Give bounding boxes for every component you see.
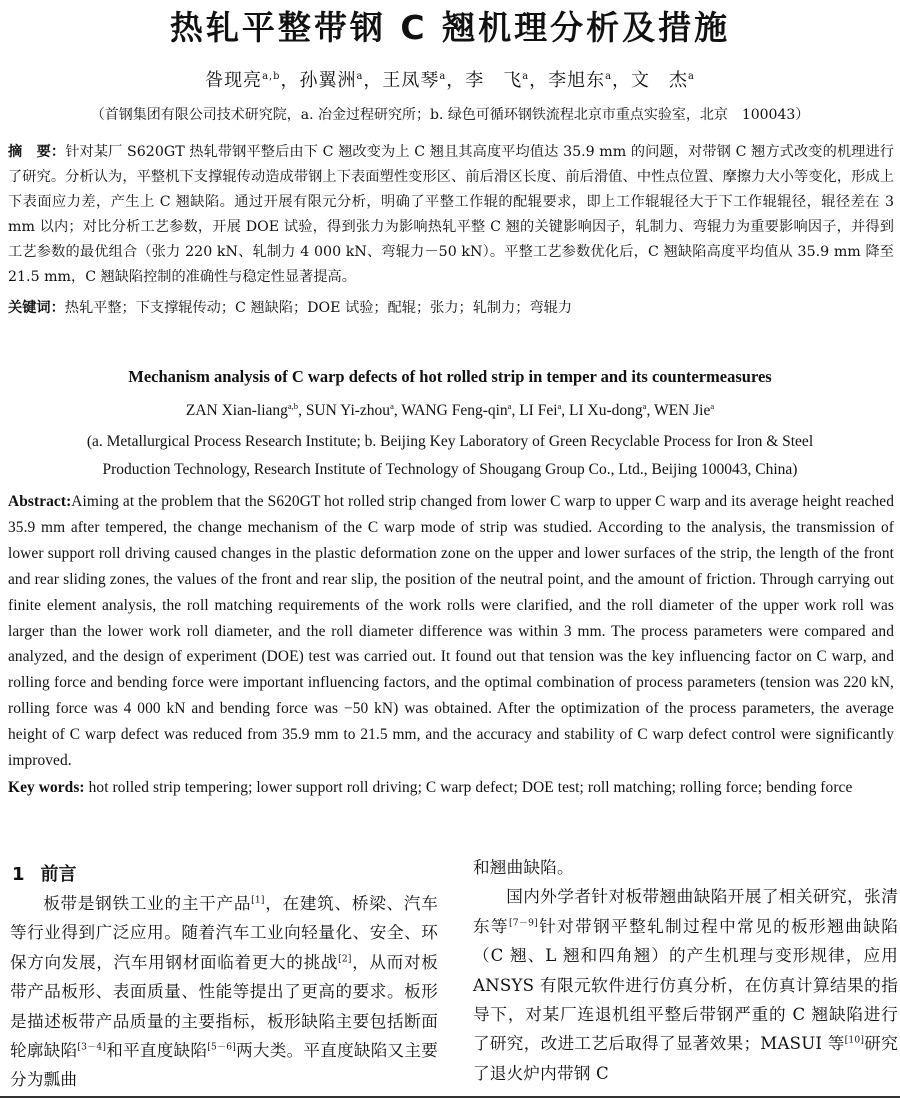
section-heading xyxy=(12,860,77,886)
body-text: 和平直度缺陷 xyxy=(106,1041,208,1061)
author-name: 李旭东 xyxy=(548,70,606,91)
author-name: 王凤琴 xyxy=(382,70,440,91)
author-name: 李 飞 xyxy=(465,70,523,91)
abstract-cn-label: 摘 要： xyxy=(8,144,66,160)
author-affiliation-mark: a xyxy=(642,400,647,411)
keywords-cn-text: 热轧平整；下支撑辊传动；C 翘缺陷；DOE 试验；配辊；张力；轧制力；弯辊力 xyxy=(64,300,573,316)
section-number: 1 xyxy=(12,864,25,885)
author-name: ZAN Xian-liang xyxy=(185,402,288,419)
author-affiliation-mark: a xyxy=(557,400,562,411)
author-affiliation-mark: a xyxy=(710,400,715,411)
abstract-en-label: Abstract: xyxy=(8,493,72,510)
abstract-en-text: Aiming at the problem that the S620GT hot rolled strip changed from lower C warp to upper C warp and its average height reached 35.9 mm after tempered, the change mechanism of the C warp mode of strip was studied. According to the analysis, the transmission of lower support roll driving caused changes in the plastic deformation zone on the upper and lower surfaces of the strip, the length of the front and rear sliding zones, the values of the front and rear slip, the position of the neutral point, and the amount of friction. Through carrying out finite element analysis, the roll matching requirements of the work rolls were clarified, and the roll diameter of the upper work roll was larger than the lower work roll diameter, and the roll diameter difference was within 3 mm. The process parameters were compared and analyzed, and the design of experiment (DOE) test was carried out. It found out that tension was the key influencing factor on C warp, and rolling force and bending force were important influencing factors, and the optimal combination of process parameters (tension was 220 kN, rolling force was 4 000 kN and bending force was −50 kN) was obtained. After the optimization of the process parameters, the average height of C warp defect was reduced from 35.9 mm to 21.5 mm, and the accuracy and stability of C warp defect control were significantly improved. xyxy=(8,493,894,770)
body-paragraph xyxy=(473,882,898,1088)
affiliation-en-line2: Production Technology, Research Institute of Technology of Shougang Group Co., Ltd., Beijing 100043, China) xyxy=(102,461,798,478)
author-affiliation-mark: a xyxy=(507,400,512,411)
body-column-left xyxy=(10,889,438,1095)
citation-ref: [2] xyxy=(338,954,352,965)
keywords-cn xyxy=(8,296,894,321)
author-list-cn: 昝现亮$^{a,b}$，孙翼洲$^a$，王凤琴$^a$，李 飞$^a$，李旭东$^a$，文 杰$^a$ xyxy=(205,70,695,91)
author-name: WEN Jie xyxy=(653,402,711,419)
keywords-en-label: Key words: xyxy=(8,779,85,796)
body-text: ，在建筑、桥梁、汽车等行业得到广泛应用。随着汽车工业向轻量化、安全、环保方向发展，汽车用钢材面临着更大的挑战 xyxy=(10,894,438,972)
body-column-right xyxy=(473,853,898,1088)
keywords-en-text: hot rolled strip tempering; lower support roll driving; C warp defect; DOE test; roll matching; rolling force; bending force xyxy=(88,779,853,796)
paper-title-en: Mechanism analysis of C warp defects of hot rolled strip in temper and its countermeasures xyxy=(128,367,772,386)
author-name: 文 杰 xyxy=(631,70,689,91)
affiliation-cn: （首钢集团有限公司技术研究院，a. 冶金过程研究所；b. 绿色可循环钢铁流程北京市重点实验室，北京 100043） xyxy=(90,107,810,123)
citation-ref: [1] xyxy=(251,895,265,906)
author-affiliation-mark: a xyxy=(390,400,394,411)
keywords-en xyxy=(8,775,894,801)
author-affiliation-mark: a xyxy=(522,71,530,82)
author-list-en: ZAN Xian-liang$^{a,b}$, SUN Yi-zhou$^a$, WANG Feng-qin$^a$, LI Fei$^a$, LI Xu-dong$^a$, WEN Jie$^a$ xyxy=(185,400,715,419)
affiliation-en xyxy=(0,428,900,484)
author-affiliation-mark: a xyxy=(605,71,613,82)
keywords-cn-label: 关键词： xyxy=(8,300,65,316)
abstract-cn xyxy=(8,140,894,290)
author-name: SUN Yi-zhou xyxy=(305,402,391,419)
body-text: 针对带钢平整轧制过程中常见的板形翘曲缺陷（C 翘、L 翘和四角翘）的产生机理与变形规律，应用 ANSYS 有限元软件进行仿真分析，在仿真计算结果的指导下，对某厂连退机组平整后带钢严重的 C 翘缺陷进行了研究，改进工艺后取得了显著效果；MASUI 等 xyxy=(473,916,898,1054)
body-text: 研究了退火炉内带钢 C xyxy=(473,1034,898,1083)
author-affiliation-mark: a,b xyxy=(262,71,281,82)
section-title: 前言 xyxy=(40,864,77,885)
citation-ref: [3－4] xyxy=(77,1042,107,1053)
author-affiliation-mark: a xyxy=(356,71,364,82)
citation-ref: [10] xyxy=(844,1035,865,1046)
author-name: WANG Feng-qin xyxy=(401,402,508,419)
author-affiliation-mark: a xyxy=(439,71,447,82)
body-text: 国内外学者针对板带翘曲缺陷开展了相关研究，张清东等 xyxy=(473,887,898,936)
body-paragraph-tail: 和翘曲缺陷。 xyxy=(473,858,574,877)
abstract-cn-text: 针对某厂 S620GT 热轧带钢平整后由下 C 翘改变为上 C 翘且其高度平均值达 35.9 mm 的问题，对带钢 C 翘方式改变的机理进行了研究。分析认为，平整机下支撑辊传动造成带钢上下表面塑性变形区、前后滑区长度、前后滑值、中性点位置、摩擦力大小等变化，形成上下表面应力差，产生上 C 翘缺陷。通过开展有限元分析，明确了平整工作辊的配辊要求，即上工作辊辊径大于下工作辊辊径，辊径差在 3 mm 以内；对比分析工艺参数，开展 DOE 试验，得到张力为影响热轧平整 C 翘的关键影响因子，轧制力、弯辊力为重要影响因子，并得到工艺参数的最优组合（张力 220 kN、轧制力 4 000 kN、弯辊力－50 kN）。平整工艺参数优化后，C 翘缺陷高度平均值从 35.9 mm 降至 21.5 mm，C 翘缺陷控制的准确性与稳定性显著提高。 xyxy=(8,144,894,285)
author-affiliation-mark: a,b xyxy=(287,400,299,411)
paper-title-cn: 热轧平整带钢 C 翘机理分析及措施 xyxy=(169,8,731,47)
author-name: 孙翼洲 xyxy=(299,70,357,91)
affiliation-en-line1: (a. Metallurgical Process Research Institute; b. Beijing Key Laboratory of Green Recyclable Process for Iron & Steel xyxy=(86,433,814,450)
author-affiliation-mark: a xyxy=(688,71,695,82)
body-text: 两大类。平直度缺陷又主要分为瓢曲 xyxy=(10,1041,439,1090)
citation-ref: [7－9] xyxy=(509,918,538,929)
author-name: LI Fei xyxy=(519,402,558,419)
abstract-en xyxy=(8,489,894,774)
author-name: 昝现亮 xyxy=(205,70,263,91)
citation-ref: [5－6] xyxy=(207,1042,237,1053)
author-name: LI Xu-dong xyxy=(569,402,643,419)
body-text: 板带是钢铁工业的主干产品 xyxy=(43,894,252,913)
body-text: ，从而对板带产品板形、表面质量、性能等提出了更高的要求。板形是描述板带产品质量的主要指标，板形缺陷主要包括断面轮廓缺陷 xyxy=(10,952,439,1061)
